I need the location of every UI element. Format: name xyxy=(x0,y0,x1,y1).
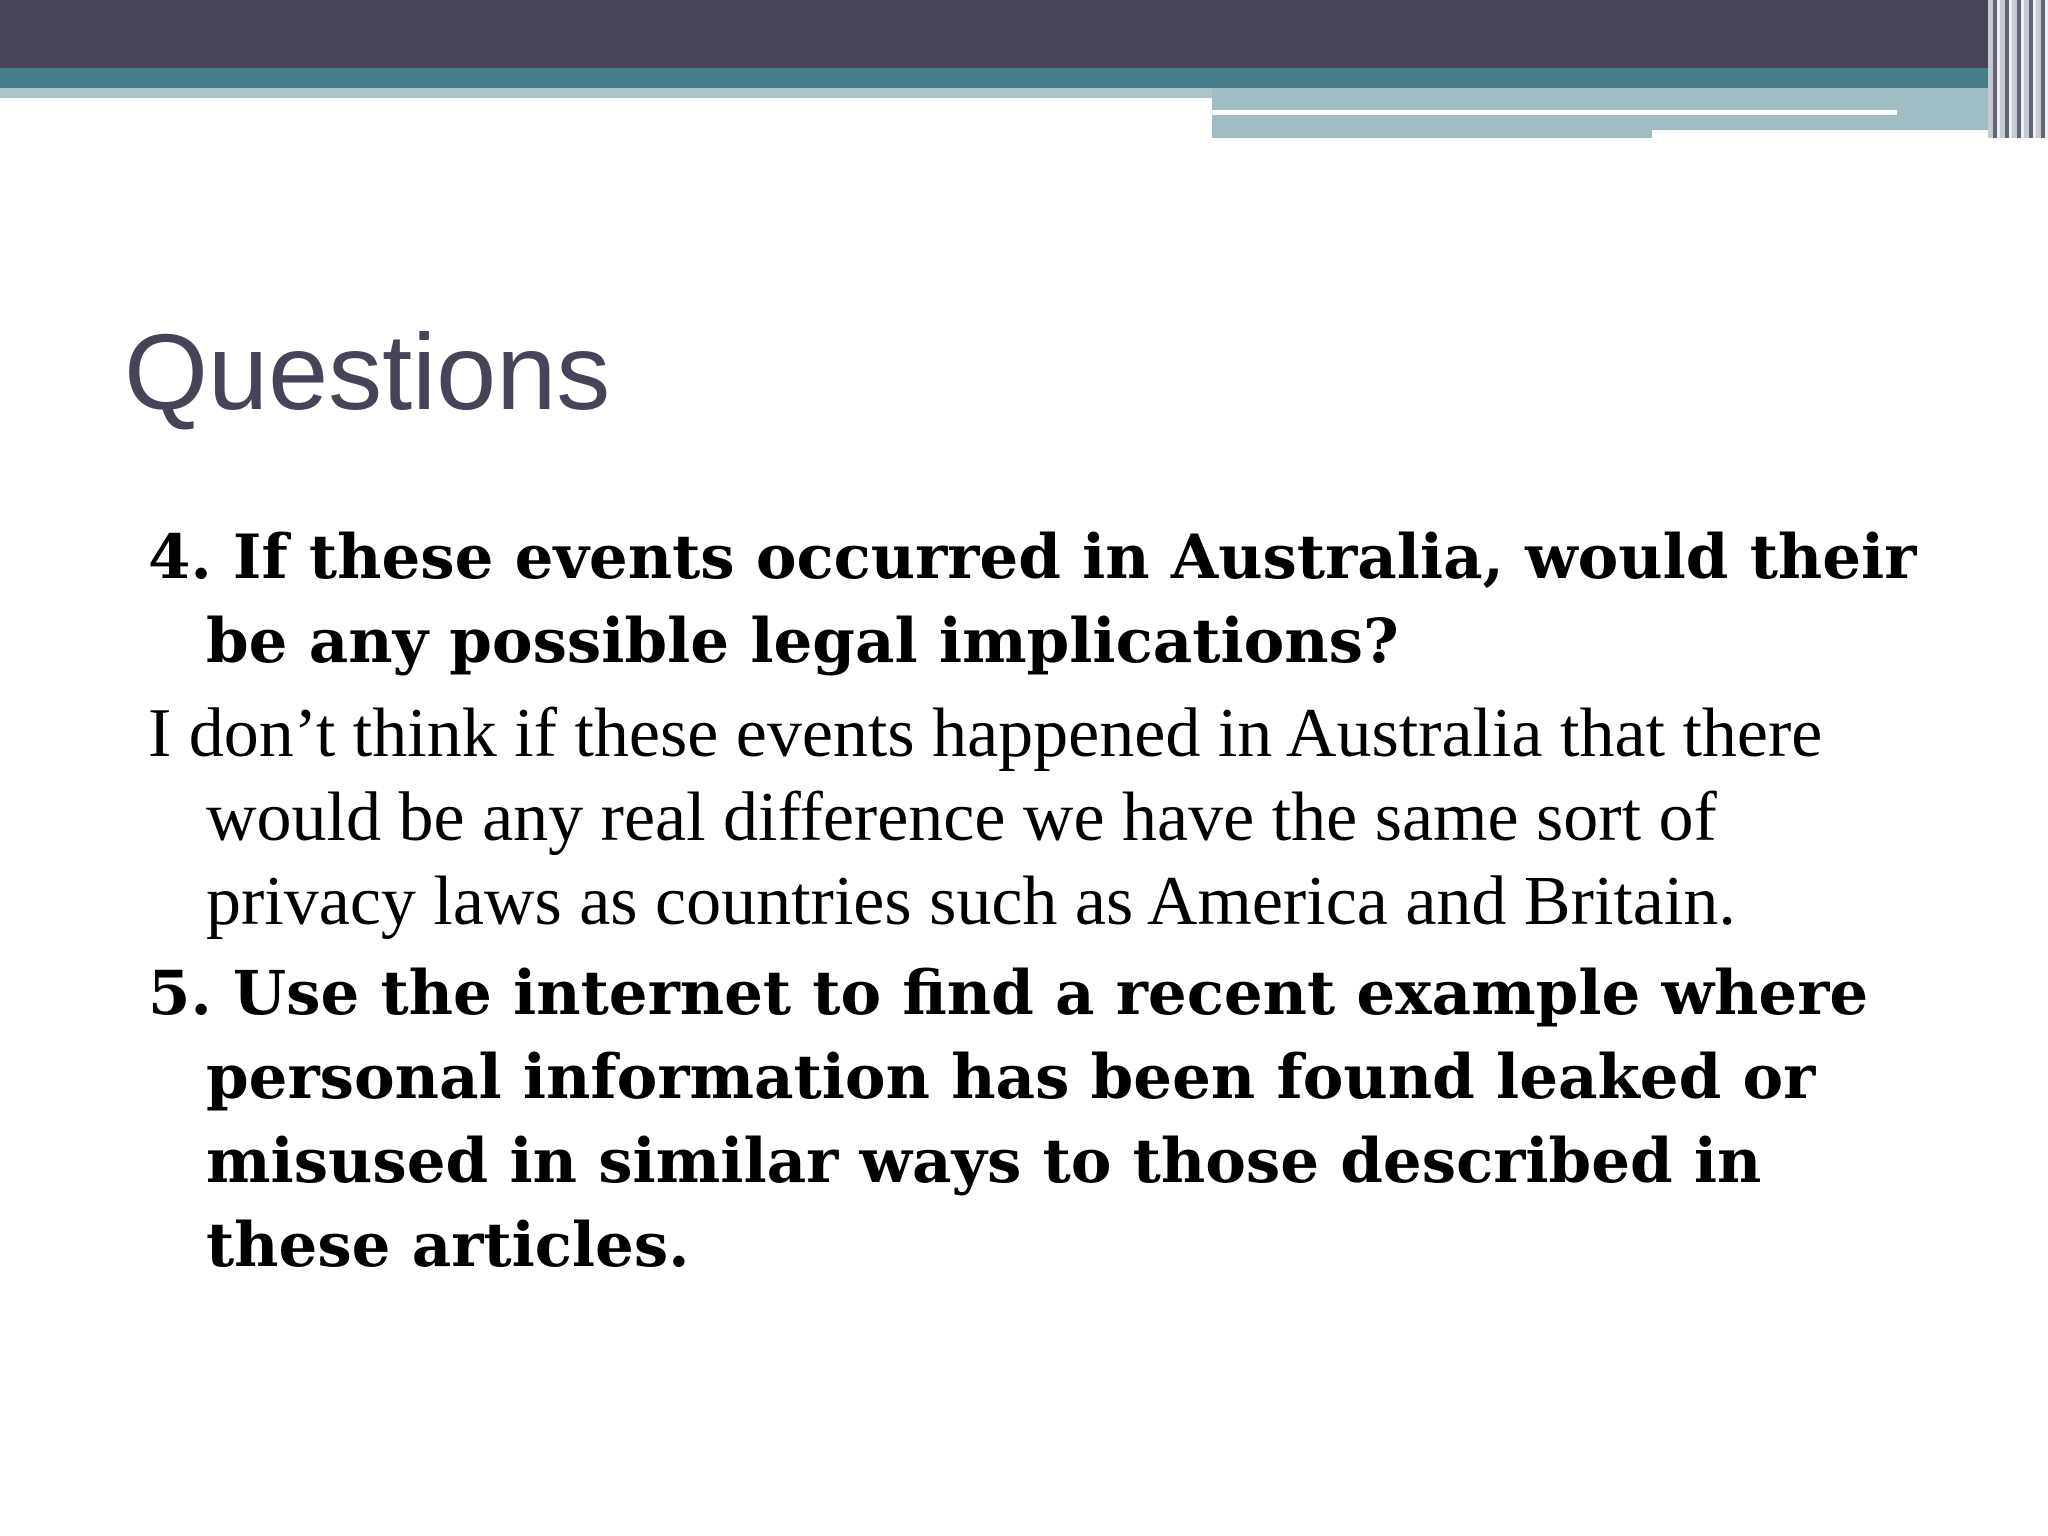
slide-body xyxy=(148,516,1928,1296)
question-4: 4. If these events occurred in Australia, would their be any possible legal implications? xyxy=(148,522,1917,677)
header-stripes-decoration xyxy=(1988,0,2048,138)
answer-4: I don’t think if these events happened in Australia that there would be any real difference we have the same sort of privacy laws as countries such as America and Britain. xyxy=(148,695,1823,940)
header-light-bar xyxy=(0,88,1212,98)
slide-title: Questions xyxy=(124,311,611,432)
question-5: 5. Use the internet to find a recent example where personal information has been found leaked or misused in similar ways to those described in these articles. xyxy=(148,958,1869,1281)
header-accent-line xyxy=(1212,110,1897,115)
header-dark-bar xyxy=(0,0,2048,68)
header-teal-bar xyxy=(0,68,2000,88)
header-accent-line-lower xyxy=(1652,130,2000,138)
